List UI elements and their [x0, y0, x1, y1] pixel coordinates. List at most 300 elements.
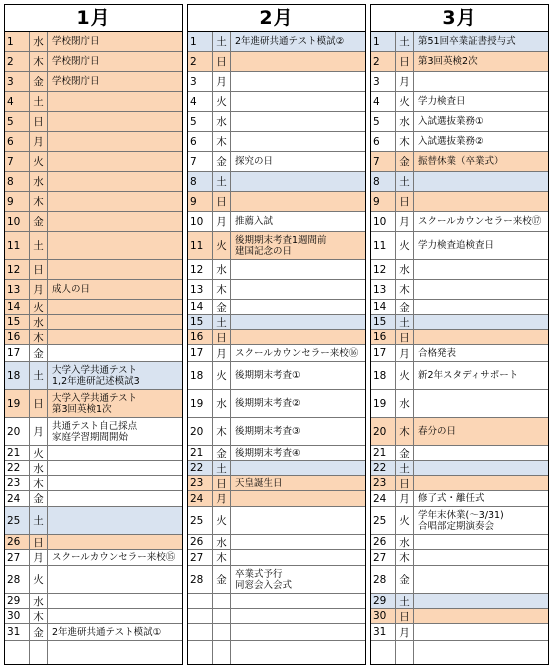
day-number: 1	[371, 32, 396, 51]
weekday: 日	[30, 390, 48, 417]
weekday: 水	[30, 172, 48, 191]
day-number: 25	[188, 507, 213, 534]
day-number: 18	[371, 362, 396, 389]
weekday: 日	[396, 476, 414, 490]
month-title: 1月	[5, 5, 182, 32]
day-number: 29	[5, 594, 30, 608]
calendar-row	[188, 300, 365, 315]
weekday: 火	[396, 507, 414, 534]
calendar-row	[5, 476, 182, 491]
calendar-row	[371, 112, 548, 132]
calendar-row	[5, 624, 182, 641]
event-text: スクールカウンセラー来校⑰	[418, 216, 542, 227]
day-number: 15	[188, 315, 213, 329]
calendar-row	[5, 566, 182, 594]
calendar-row	[5, 52, 182, 72]
weekday: 月	[213, 491, 231, 506]
calendar-row	[5, 260, 182, 280]
weekday: 火	[396, 362, 414, 389]
event-text: 後期期末考査1週間前 建国記念の日	[235, 234, 327, 257]
month-title: 3月	[371, 5, 548, 32]
day-number: 17	[188, 345, 213, 361]
day-number: 5	[188, 112, 213, 131]
day-number: 26	[188, 535, 213, 549]
weekday: 木	[396, 280, 414, 299]
event-text	[48, 212, 182, 231]
day-number: 19	[188, 390, 213, 417]
event-text: スクールカウンセラー来校⑯	[235, 347, 359, 359]
event-text	[231, 132, 365, 151]
event-text	[231, 260, 365, 279]
day-number: 21	[5, 446, 30, 460]
calendar-row	[5, 345, 182, 362]
weekday: 水	[213, 535, 231, 549]
day-number: 10	[188, 212, 213, 231]
day-number: 14	[188, 300, 213, 314]
day-number: 24	[5, 491, 30, 506]
event-text	[48, 172, 182, 191]
event-text	[414, 476, 548, 490]
weekday: 水	[30, 32, 48, 51]
weekday: 水	[396, 112, 414, 131]
calendar-row	[188, 491, 365, 507]
calendar-row	[5, 192, 182, 212]
day-number: 31	[371, 624, 396, 640]
event-text	[48, 566, 182, 593]
weekday: 火	[213, 92, 231, 111]
month-title: 2月	[188, 5, 365, 32]
weekday: 木	[30, 330, 48, 344]
calendar-row	[371, 624, 548, 641]
event-text	[48, 152, 182, 171]
weekday: 木	[213, 418, 231, 445]
weekday: 木	[396, 550, 414, 565]
calendar-row	[188, 535, 365, 550]
weekday: 火	[213, 362, 231, 389]
weekday: 金	[30, 491, 48, 506]
calendar-row	[371, 172, 548, 192]
event-text: 大学入学共通テスト 1,2年進研記述模試3	[52, 364, 140, 387]
calendar-row	[371, 418, 548, 446]
weekday: 木	[396, 132, 414, 151]
calendar-row	[5, 446, 182, 461]
weekday: 土	[396, 172, 414, 191]
day-number: 14	[371, 300, 396, 314]
event-text	[48, 315, 182, 329]
event-text	[231, 192, 365, 211]
event-text	[414, 594, 548, 608]
calendar-row	[5, 418, 182, 446]
event-text	[231, 172, 365, 191]
weekday: 月	[213, 345, 231, 361]
calendar-row	[371, 390, 548, 418]
event-text: 入試選抜業務②	[418, 136, 484, 147]
event-text	[414, 72, 548, 91]
weekday: 木	[30, 192, 48, 211]
day-number: 2	[5, 52, 30, 71]
event-text: 天皇誕生日	[235, 477, 283, 489]
day-number: 20	[5, 418, 30, 445]
event-text: 探究の日	[235, 156, 274, 167]
event-text	[48, 476, 182, 490]
weekday: 土	[30, 232, 48, 259]
day-number: 5	[5, 112, 30, 131]
day-number: 6	[371, 132, 396, 151]
weekday: 木	[213, 132, 231, 151]
day-number: 20	[371, 418, 396, 445]
day-number: 12	[371, 260, 396, 279]
day-number: 18	[188, 362, 213, 389]
calendar-row	[188, 330, 365, 345]
day-number: 21	[371, 446, 396, 460]
calendar-row	[188, 594, 365, 609]
day-number: 24	[188, 491, 213, 506]
event-text: 推薦入試	[235, 216, 274, 227]
calendar-row	[188, 52, 365, 72]
event-text	[48, 92, 182, 111]
weekday: 月	[213, 212, 231, 231]
event-text	[231, 72, 365, 91]
day-number: 24	[371, 491, 396, 506]
day-number: 18	[5, 362, 30, 389]
weekday	[213, 609, 231, 623]
day-number: 3	[188, 72, 213, 91]
calendar-row	[5, 172, 182, 192]
calendar-row	[5, 461, 182, 476]
day-number: 12	[5, 260, 30, 279]
weekday: 水	[30, 461, 48, 475]
event-text	[414, 461, 548, 475]
calendar-row	[188, 461, 365, 476]
calendar-row	[5, 152, 182, 172]
event-text	[414, 535, 548, 549]
weekday	[30, 641, 48, 664]
month-january	[4, 4, 183, 665]
weekday: 金	[396, 152, 414, 171]
calendar-row	[371, 72, 548, 92]
event-text	[48, 641, 182, 664]
weekday: 水	[396, 260, 414, 279]
day-number: 9	[5, 192, 30, 211]
calendar-row	[188, 172, 365, 192]
day-number: 7	[188, 152, 213, 171]
event-text: 学力検査日	[418, 96, 466, 107]
day-number: 13	[371, 280, 396, 299]
calendar-row	[371, 461, 548, 476]
weekday: 金	[396, 300, 414, 314]
day-number: 2	[188, 52, 213, 71]
calendar-row	[371, 212, 548, 232]
day-number: 9	[371, 192, 396, 211]
day-number: 10	[371, 212, 396, 231]
day-number: 11	[371, 232, 396, 259]
calendar-row	[371, 362, 548, 390]
weekday: 水	[213, 390, 231, 417]
weekday: 土	[396, 32, 414, 51]
event-text	[48, 461, 182, 475]
weekday: 火	[396, 232, 414, 259]
calendar-row	[188, 32, 365, 52]
event-text	[231, 315, 365, 329]
event-text	[48, 594, 182, 608]
day-number: 15	[5, 315, 30, 329]
calendar-row	[371, 132, 548, 152]
calendar-row	[188, 72, 365, 92]
calendar-row	[5, 609, 182, 624]
event-text: 春分の日	[418, 426, 457, 437]
calendar-row	[371, 232, 548, 260]
event-text: 学校閉庁日	[52, 76, 100, 87]
day-number: 2	[371, 52, 396, 71]
day-number: 26	[5, 535, 30, 549]
event-text	[48, 330, 182, 344]
calendar-row	[188, 260, 365, 280]
day-number	[188, 594, 213, 608]
event-text	[414, 624, 548, 640]
day-number: 25	[5, 507, 30, 534]
event-text	[414, 550, 548, 565]
event-text	[414, 609, 548, 623]
day-number: 4	[188, 92, 213, 111]
calendar-row	[5, 32, 182, 52]
day-number: 28	[5, 566, 30, 593]
weekday: 土	[30, 92, 48, 111]
event-text	[231, 92, 365, 111]
event-text	[231, 550, 365, 565]
event-text: 2年進研共通テスト模試②	[235, 36, 345, 47]
event-text	[231, 491, 365, 506]
event-text	[231, 112, 365, 131]
day-number: 12	[188, 260, 213, 279]
calendar-row	[371, 609, 548, 624]
calendar-row	[188, 641, 365, 665]
weekday: 水	[30, 594, 48, 608]
event-text	[231, 535, 365, 549]
event-text	[231, 52, 365, 71]
day-number: 11	[188, 232, 213, 259]
weekday: 土	[213, 172, 231, 191]
event-text	[414, 192, 548, 211]
day-number	[188, 624, 213, 640]
calendar-row	[188, 280, 365, 300]
day-number: 1	[5, 32, 30, 51]
calendar-row	[371, 491, 548, 507]
event-text	[414, 280, 548, 299]
calendar-row	[371, 192, 548, 212]
weekday: 火	[30, 152, 48, 171]
event-text	[48, 232, 182, 259]
weekday: 月	[213, 72, 231, 91]
day-number: 17	[371, 345, 396, 361]
event-text: 後期期末考査④	[235, 447, 301, 459]
calendar-row	[188, 624, 365, 641]
weekday: 土	[213, 32, 231, 51]
event-text	[48, 491, 182, 506]
day-number: 5	[371, 112, 396, 131]
calendar-row	[371, 345, 548, 362]
calendar-row	[188, 446, 365, 461]
calendar-row	[5, 92, 182, 112]
event-text	[48, 535, 182, 549]
weekday: 水	[213, 112, 231, 131]
event-text: 後期期末考査③	[235, 426, 301, 437]
calendar-row	[188, 192, 365, 212]
day-number: 14	[5, 300, 30, 314]
weekday: 木	[30, 52, 48, 71]
day-number: 30	[371, 609, 396, 623]
day-number: 1	[188, 32, 213, 51]
weekday: 月	[30, 418, 48, 445]
calendar-row	[5, 362, 182, 390]
weekday: 土	[30, 362, 48, 389]
day-number: 23	[371, 476, 396, 490]
weekday: 日	[30, 535, 48, 549]
event-text: 後期期末考査①	[235, 370, 301, 381]
day-number: 7	[371, 152, 396, 171]
calendar-row	[5, 300, 182, 315]
event-text: 入試選抜業務①	[418, 116, 484, 127]
calendar-row	[5, 330, 182, 345]
weekday	[213, 624, 231, 640]
weekday: 金	[396, 446, 414, 460]
weekday: 日	[396, 192, 414, 211]
event-text: 第51回卒業証書授与式	[418, 36, 516, 47]
calendar-row	[188, 315, 365, 330]
weekday: 日	[213, 52, 231, 71]
day-number: 15	[371, 315, 396, 329]
event-text: 新2年スタディサポート	[418, 370, 519, 381]
event-text	[414, 641, 548, 664]
day-number: 8	[188, 172, 213, 191]
weekday: 日	[30, 112, 48, 131]
day-number: 19	[5, 390, 30, 417]
day-number: 3	[371, 72, 396, 91]
event-text	[231, 624, 365, 640]
day-number: 23	[5, 476, 30, 490]
calendar-row	[371, 566, 548, 594]
day-number: 20	[188, 418, 213, 445]
weekday: 火	[213, 232, 231, 259]
event-text	[231, 300, 365, 314]
event-text: 共通テスト自己採点 家庭学習期間開始	[52, 420, 138, 443]
calendar-row	[188, 390, 365, 418]
weekday: 木	[30, 609, 48, 623]
day-number: 10	[5, 212, 30, 231]
day-number: 13	[188, 280, 213, 299]
weekday: 金	[30, 624, 48, 640]
event-text: 後期期末考査②	[235, 398, 301, 409]
weekday: 金	[213, 446, 231, 460]
weekday: 月	[396, 72, 414, 91]
calendar-row	[371, 476, 548, 491]
day-number: 16	[5, 330, 30, 344]
calendar-row	[188, 92, 365, 112]
event-text	[231, 280, 365, 299]
weekday: 木	[396, 418, 414, 445]
calendar-row	[5, 641, 182, 665]
day-number: 3	[5, 72, 30, 91]
calendar-row	[5, 112, 182, 132]
event-text	[414, 330, 548, 344]
day-number: 22	[188, 461, 213, 475]
weekday: 土	[396, 461, 414, 475]
event-text: 修了式・離任式	[418, 493, 485, 504]
month-march	[370, 4, 549, 665]
day-number: 6	[5, 132, 30, 151]
calendar-row	[371, 52, 548, 72]
weekday: 日	[213, 476, 231, 490]
event-text: 大学入学共通テスト 第3回英検1次	[52, 392, 138, 415]
calendar-row	[188, 362, 365, 390]
event-text	[48, 260, 182, 279]
weekday: 土	[213, 461, 231, 475]
day-number	[188, 641, 213, 664]
day-number: 31	[5, 624, 30, 640]
calendar-row	[371, 330, 548, 345]
day-number: 8	[371, 172, 396, 191]
day-number: 9	[188, 192, 213, 211]
day-number: 19	[371, 390, 396, 417]
weekday: 木	[30, 476, 48, 490]
event-text: 合格発表	[418, 347, 457, 359]
day-number: 13	[5, 280, 30, 299]
day-number: 27	[188, 550, 213, 565]
event-text: 成人の日	[52, 284, 91, 295]
weekday: 日	[396, 52, 414, 71]
event-text	[414, 390, 548, 417]
day-number: 22	[371, 461, 396, 475]
event-text: スクールカウンセラー来校⑮	[52, 552, 176, 563]
event-text	[414, 315, 548, 329]
calendar-row	[371, 446, 548, 461]
weekday: 火	[30, 300, 48, 314]
event-text	[48, 446, 182, 460]
day-number: 22	[5, 461, 30, 475]
calendar-row	[188, 507, 365, 535]
day-number: 29	[371, 594, 396, 608]
weekday: 金	[213, 566, 231, 593]
day-number: 8	[5, 172, 30, 191]
day-number: 25	[371, 507, 396, 534]
event-text: 学年末休業(～3/31) 合唱部定期演奏会	[418, 509, 504, 532]
weekday: 月	[30, 132, 48, 151]
day-number: 17	[5, 345, 30, 361]
event-text: 第3回英検2次	[418, 56, 478, 67]
weekday: 月	[396, 212, 414, 231]
calendar-row	[5, 280, 182, 300]
calendar-row	[5, 535, 182, 550]
event-text	[414, 566, 548, 593]
event-text	[231, 594, 365, 608]
calendar-row	[5, 491, 182, 507]
day-number: 27	[5, 550, 30, 565]
event-text: 学力検査追検査日	[418, 240, 495, 251]
calendar-row	[371, 550, 548, 566]
day-number: 4	[371, 92, 396, 111]
day-number: 28	[188, 566, 213, 593]
day-number: 27	[371, 550, 396, 565]
calendar-row	[188, 566, 365, 594]
event-text	[48, 345, 182, 361]
event-text	[414, 446, 548, 460]
month-february	[187, 4, 366, 665]
event-text	[48, 609, 182, 623]
event-text: 卒業式予行 同窓会入会式	[235, 568, 293, 591]
day-number: 7	[5, 152, 30, 171]
weekday: 水	[213, 260, 231, 279]
day-number: 28	[371, 566, 396, 593]
day-number: 21	[188, 446, 213, 460]
